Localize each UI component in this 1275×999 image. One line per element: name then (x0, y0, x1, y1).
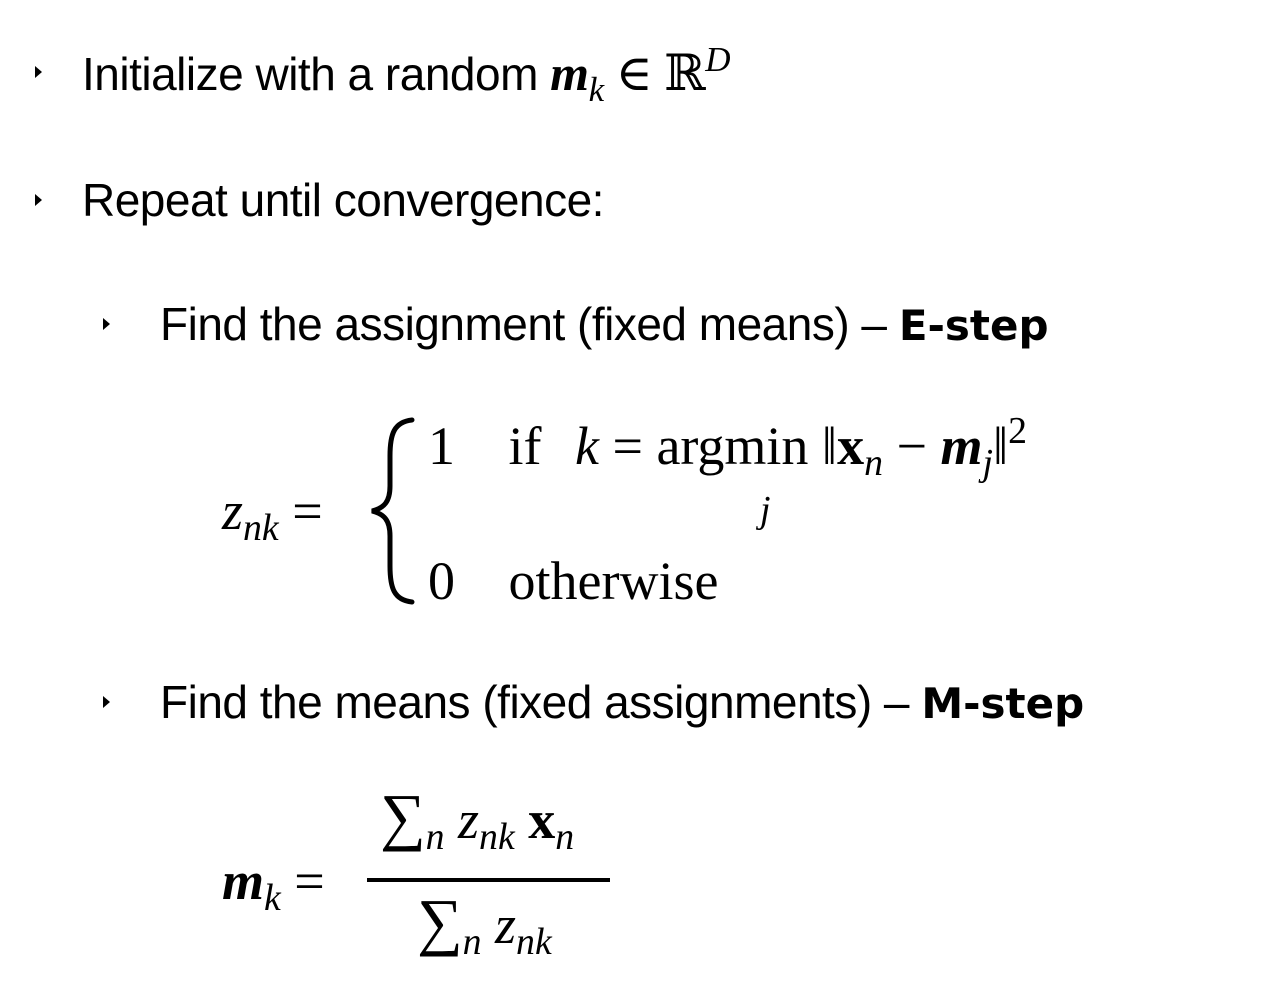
bullet-marker-icon (103, 318, 110, 330)
mstep-denominator: $\sum_n$ $z_{nk}$ (417, 886, 552, 964)
case2-value: 0 (428, 551, 455, 611)
case1-if: if (508, 416, 542, 476)
bullet-marker-icon (35, 66, 42, 78)
case1-value: 1 (428, 416, 455, 476)
case1-row: 1 if k = argmin $‖x_n$ − $m_j‖^2$ (428, 410, 1028, 485)
init-space: ℝ (664, 45, 706, 101)
argmin: argmin (656, 416, 809, 476)
estep-lhs: $z_{nk}$ = (222, 481, 323, 550)
estep-line (160, 297, 1049, 351)
bullet-marker-icon (103, 696, 110, 708)
case2-row (428, 550, 718, 612)
case2-text: otherwise (508, 551, 719, 611)
init-text: Initialize with a random (82, 48, 551, 100)
repeat-line: Repeat until convergence: (82, 174, 604, 226)
bullet-marker-icon (35, 194, 42, 206)
estep-text: Find the assignment (fixed means) – (160, 298, 899, 350)
left-brace-icon (368, 416, 418, 606)
init-line (82, 39, 730, 109)
fraction-bar (367, 878, 610, 882)
mstep-lhs: $m_k$ = (222, 851, 325, 920)
mstep-numerator: $\sum_n$ $z_{nk}$ $x_n$ (380, 781, 575, 859)
mstep-label: M-step (921, 679, 1085, 728)
mstep-text: Find the means (fixed assignments) – (160, 676, 922, 728)
init-space-sup: D (705, 39, 730, 79)
init-var-sub: k (588, 69, 604, 109)
init-elem: ∈ (615, 45, 653, 101)
estep-label: E-step (898, 301, 1049, 350)
init-var: m (550, 45, 589, 101)
mstep-line (160, 675, 1084, 729)
argmin-sub: j (760, 489, 771, 531)
